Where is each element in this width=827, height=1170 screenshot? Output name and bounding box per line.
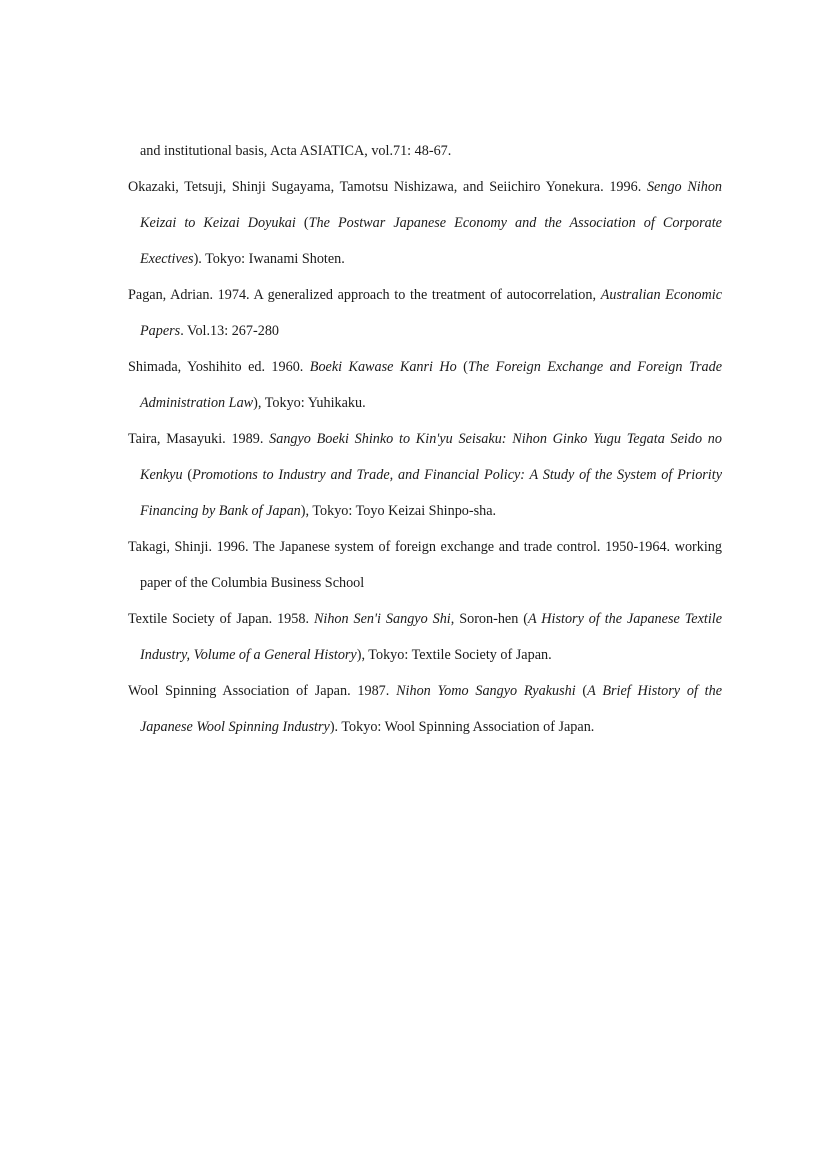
reference-list	[128, 133, 722, 745]
reference-entry	[128, 133, 722, 169]
reference-text: , Soron-hen (	[450, 611, 528, 627]
reference-title-italic: Australian Economic Papers	[140, 287, 722, 339]
reference-text: Pagan, Adrian. 1974. A generalized approach to the treatment of autocorrelation,	[128, 287, 601, 303]
reference-text: . Vol.13: 267-280	[180, 323, 280, 339]
reference-text: (	[295, 215, 309, 231]
reference-entry	[128, 529, 722, 601]
reference-title-italic: Nihon Sen'i Sangyo Shi	[313, 611, 451, 627]
reference-text: (	[456, 359, 468, 375]
reference-entry	[128, 277, 722, 349]
reference-text: (	[575, 683, 588, 699]
reference-entry	[128, 673, 722, 745]
reference-title-italic: A Brief History of the Japanese Wool Spinning Industry	[140, 683, 722, 735]
reference-title-italic: Sengo Nihon Keizai to Keizai Doyukai	[140, 179, 723, 231]
reference-text: Taira, Masayuki. 1989.	[128, 431, 270, 447]
reference-text: (	[182, 467, 193, 483]
reference-text: and institutional basis, Acta ASIATICA, vol.71: 48-67.	[140, 143, 452, 159]
reference-entry	[128, 601, 722, 673]
reference-text: Okazaki, Tetsuji, Shinji Sugayama, Tamotsu Nishizawa, and Seiichiro Yonekura. 1996.	[128, 179, 647, 195]
reference-title-italic: Promotions to Industry and Trade, and Financial Policy: A Study of the System of Priority Financing by Bank of Japan	[140, 467, 722, 519]
reference-text: ), Tokyo: Yuhikaku.	[253, 395, 366, 411]
reference-text: ). Tokyo: Wool Spinning Association of Japan.	[329, 719, 595, 735]
reference-title-italic: Sangyo Boeki Shinko to Kin'yu Seisaku: Nihon Ginko Yugu Tegata Seido no Kenkyu	[140, 431, 722, 483]
reference-text: Wool Spinning Association of Japan. 1987.	[128, 683, 397, 699]
reference-title-italic: The Postwar Japanese Economy and the Association of Corporate Exectives	[140, 215, 722, 267]
reference-entry	[128, 421, 722, 529]
reference-entry	[128, 169, 722, 277]
reference-text: ), Tokyo: Toyo Keizai Shinpo-sha.	[300, 503, 497, 519]
reference-title-italic: Boeki Kawase Kanri Ho	[309, 359, 457, 375]
reference-title-italic: The Foreign Exchange and Foreign Trade Administration Law	[140, 359, 722, 411]
reference-text: Takagi, Shinji. 1996. The Japanese system of foreign exchange and trade control. 1950-1964. working paper of the Columbia Business School	[128, 539, 722, 591]
reference-text: Shimada, Yoshihito ed. 1960.	[128, 359, 310, 375]
reference-text: ). Tokyo: Iwanami Shoten.	[193, 251, 345, 267]
reference-title-italic: A History of the Japanese Textile Industry, Volume of a General History	[140, 611, 722, 663]
reference-title-italic: Nihon Yomo Sangyo Ryakushi	[396, 683, 576, 699]
reference-entry	[128, 349, 722, 421]
reference-text: Textile Society of Japan. 1958.	[128, 611, 314, 627]
reference-text: ), Tokyo: Textile Society of Japan.	[356, 647, 552, 663]
